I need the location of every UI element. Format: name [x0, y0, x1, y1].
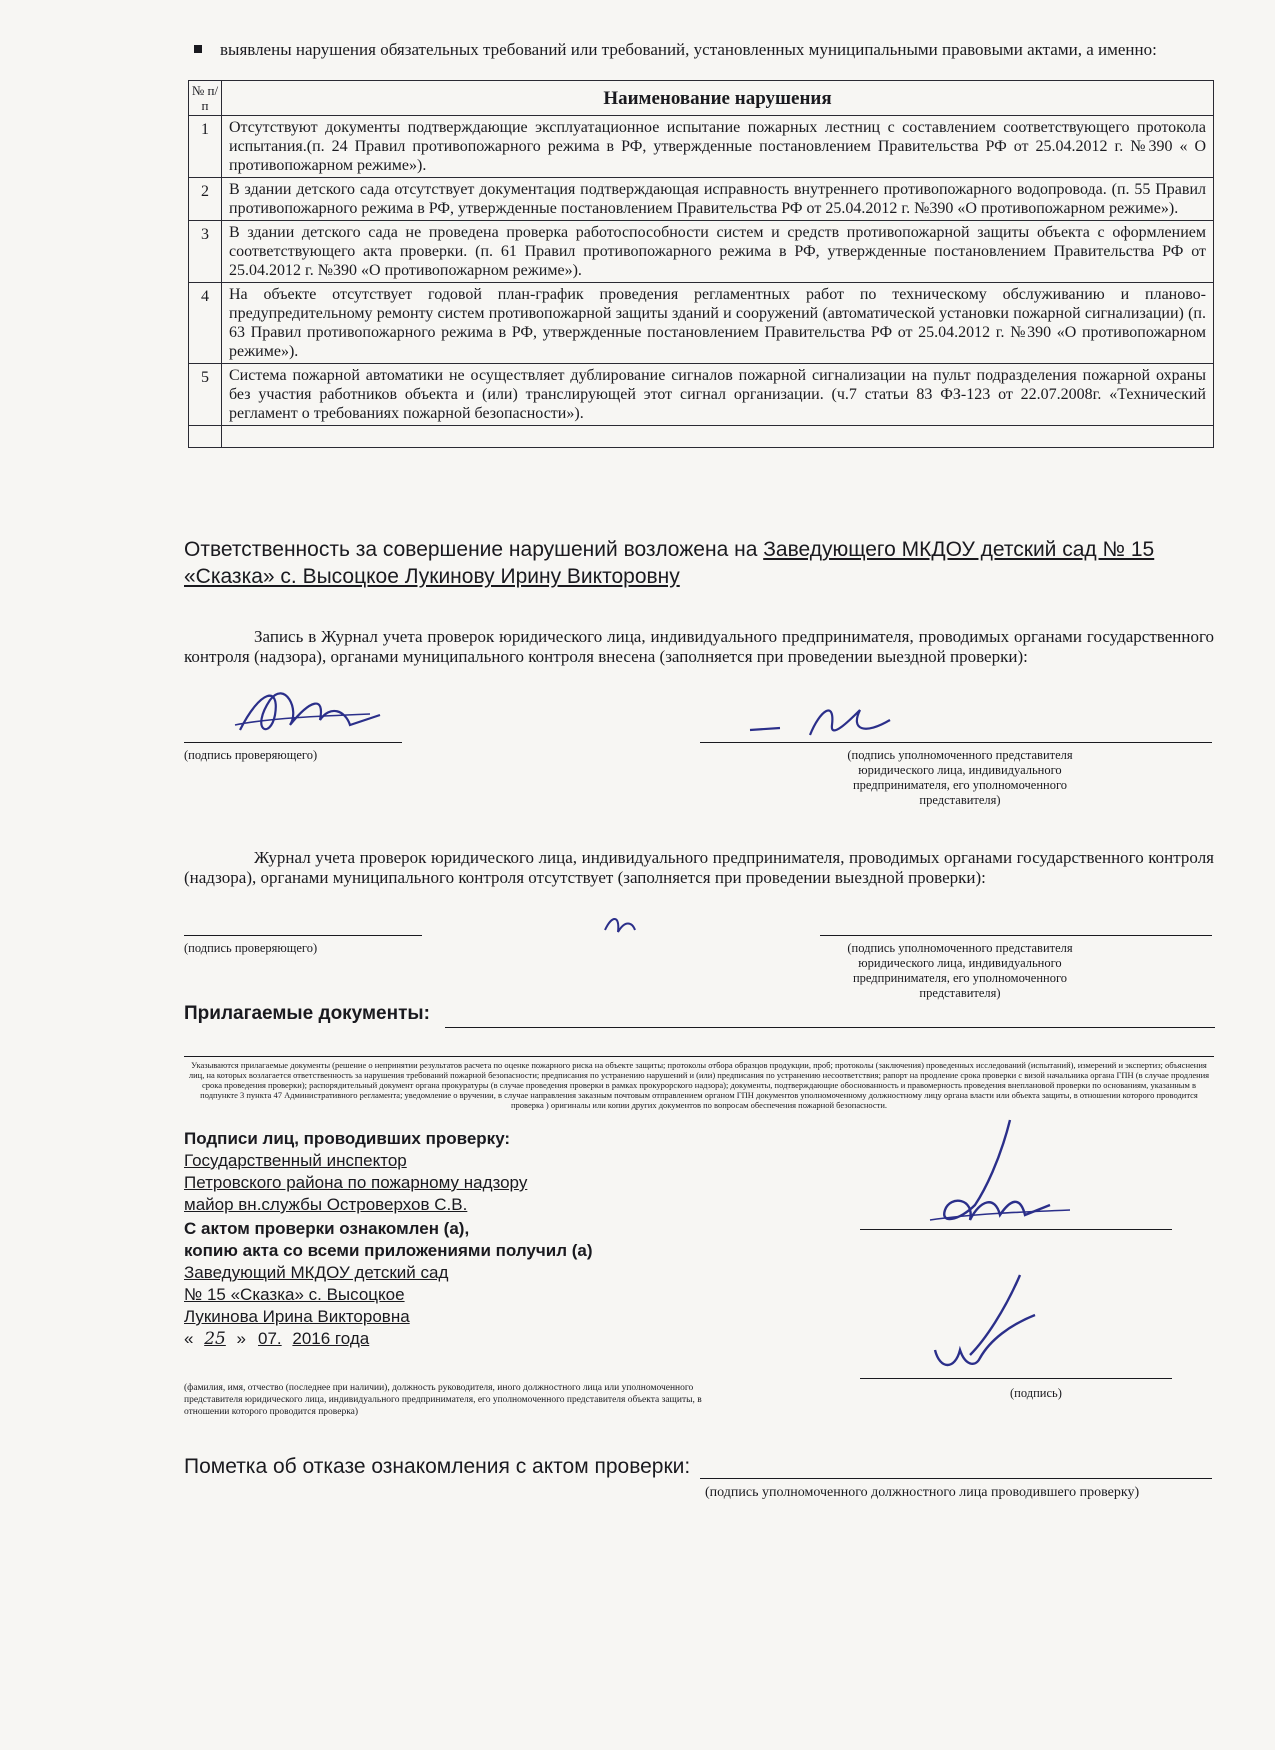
table-row [189, 364, 1214, 426]
inspector-signature-1 [230, 670, 390, 750]
representative-signature-caption: (подпись уполномоченного представителя юридического лица, индивидуального предпринимателя, его уполномоченного представителя) [847, 748, 1073, 807]
attached-documents-line-2 [184, 1056, 1214, 1057]
date-day: 25 [204, 1329, 226, 1349]
inspector-name: майор вн.службы Островерхов С.В. [184, 1195, 468, 1214]
signers-heading: Подписи лиц, проводивших проверку: [184, 1129, 511, 1148]
row-number [189, 426, 222, 448]
head-caption: (фамилия, имя, отчество (последнее при наличии), должность руководителя, иного должностного лица или уполномоченного представителя юридического лица, индивидуального предпринимателя, его уполномоченного представителя объекта защиты, в отношении которого проводится проверка) [184, 1383, 702, 1417]
bullet-icon [194, 45, 202, 53]
date-year: 2016 года [292, 1329, 370, 1348]
representative-signature-1 [740, 690, 900, 750]
journal-absent-text: Журнал учета проверок юридического лица, индивидуального предпринимателя, проводимых органами государственного контроля (надзора), органами муниципального контроля отсутствует (заполняется при проведении выездной проверки): [184, 848, 1214, 887]
refusal-signature-line [700, 1478, 1212, 1479]
responsible-person: Заведующего МКДОУ детский сад № 15 «Сказка» с. Высоцкое Лукинову Ирину Викторовну [184, 538, 1155, 588]
journal-entry-text: Запись в Журнал учета проверок юридического лица, индивидуального предпринимателя, проводимых органами государственного контроля (надзора), органами муниципального контроля внесена (заполняется при проведении выездной проверки): [184, 627, 1214, 666]
column-header-name: Наименование нарушения [222, 81, 1214, 116]
head-organization: № 15 «Сказка» с. Высоцкое [184, 1285, 405, 1304]
refusal-label: Пометка об отказе ознакомления с актом проверки: [184, 1455, 691, 1478]
inspector-district: Петровского района по пожарному надзору [184, 1173, 528, 1192]
representative-signature-line-2 [820, 935, 1212, 936]
row-number: 2 [189, 178, 222, 221]
inspector-signature-line-2 [184, 935, 422, 936]
table-header [189, 81, 1214, 116]
acquainted-line-1: С актом проверки ознакомлен (а), [184, 1219, 470, 1238]
signers-block [184, 1128, 593, 1350]
violations-table [188, 80, 1214, 448]
violation-text: В здании детского сада отсутствует документация подтверждающая исправность внутреннего противопожарного водопровода. (п. 55 Правил противопожарного режима в РФ, утвержденные постановлением Правительства РФ от 25.04.2012 г. №390 «О противопожарном режиме»). [222, 178, 1214, 221]
representative-signature-caption-2: (подпись уполномоченного представителя юридического лица, индивидуального предпринимателя, его уполномоченного представителя) [847, 941, 1073, 1000]
inspector-signature-2 [600, 910, 640, 940]
inspector-signature-caption-2: (подпись проверяющего) [184, 941, 318, 955]
column-header-num: № п/п [189, 81, 222, 116]
table-row [189, 116, 1214, 178]
violation-text [222, 426, 1214, 448]
date-month: 07. [258, 1329, 282, 1348]
violation-text: В здании детского сада не проведена проверка работоспособности систем и средств противопожарной защиты объекта с оформлением соответствующего акта проверки. (п. 61 Правил противопожарного режима в РФ, утвержденные постановлением Правительства РФ от 25.04.2012 г. №390 «О противопожарном режиме»). [222, 221, 1214, 283]
acquainted-line-2: копию акта со всеми приложениями получил (а) [184, 1241, 593, 1260]
table-row [189, 178, 1214, 221]
head-final-signature [915, 1270, 1055, 1380]
row-number: 5 [189, 364, 222, 426]
table-row [189, 221, 1214, 283]
intro-text: выявлены нарушения обязательных требований или требований, установленных муниципальными правовыми актами, а именно: [188, 40, 1218, 59]
row-number: 4 [189, 283, 222, 364]
violation-text: Отсутствуют документы подтверждающие эксплуатационное испытание пожарных лестниц с составлением соответствующего протокола испытания.(п. 24 Правил противопожарного режима в РФ, утвержденные постановлением Правительства РФ от 25.04.2012 г. №390 « О противопожарном режиме»). [222, 116, 1214, 178]
head-signature-caption: (подпись) [1010, 1386, 1062, 1400]
attached-documents-label: Прилагаемые документы: [184, 1003, 430, 1024]
violation-text: Система пожарной автоматики не осуществляет дублирование сигналов пожарной сигнализации на пульт подразделения пожарной охраны без участия работников объекта и (или) транслирующей этот сигнал организации. (ч.7 статьи 83 ФЗ-123 от 22.07.2008г. «Технический регламент о требованиях пожарной безопасности»). [222, 364, 1214, 426]
row-number: 3 [189, 221, 222, 283]
head-name: Лукинова Ирина Викторовна [184, 1307, 410, 1326]
responsibility-statement: Ответственность за совершение нарушений возложена на Заведующего МКДОУ детский сад № 15 «Сказка» с. Высоцкое Лукинову Ирину Викторовну [184, 538, 1155, 588]
inspector-signature-caption: (подпись проверяющего) [184, 748, 318, 762]
head-position: Заведующий МКДОУ детский сад [184, 1263, 449, 1282]
attached-documents-note: Указываются прилагаемые документы (решение о непринятии результатов расчета по оценке пожарного риска на объекте защиты; протоколы отбора образцов продукции, проб; протоколы (заключения) проведенных исследований (испытаний), измерений и экспертиз; объяснения лиц, на которых возлагается ответственность за нарушения требований пожарной безопасности; предписания по устранению нарушений и (или) предписания по устранению несоответствия; рапорт на продление срока проверки с визой начальника органа ГПН (в случае продления срока проведения проверки); распорядительный документ органа прокуратуры (в случае проведения проверки в рамках прокурорского надзора); документы, подтверждающие обоснованность и правомерность проведения внеплановой проверки по основаниям, указанным в подпункте 3 пункта 47 Административного регламента; уведомление о вручении, в случае направления заказным почтовым отправлением органом ГПН документов уполномоченному должностному лицу органа власти или объекта защиты, в отношении которого проводится проверка ) оригиналы или копии других документов по вопросам обеспечения пожарной безопасности. [188, 1060, 1210, 1110]
violation-text: На объекте отсутствует годовой план-график проведения регламентных работ по техническому обслуживанию и планово-предупредительному ремонту систем противопожарной защиты зданий и сооружений (автоматической установки пожарной сигнализации) (п. 63 Правил противопожарного режима в РФ, утвержденные постановлением Правительства РФ от 25.04.2012 г. №390 «О противопожарном режиме»). [222, 283, 1214, 364]
acquaint-date: « 25 » 07. 2016 года [184, 1329, 370, 1349]
row-number: 1 [189, 116, 222, 178]
attached-documents-line [445, 1027, 1215, 1028]
inspector-title: Государственный инспектор [184, 1151, 407, 1170]
inspector-final-signature [900, 1110, 1080, 1250]
table-row [189, 283, 1214, 364]
refusal-signature-caption: (подпись уполномоченного должностного лица проводившего проверку) [705, 1485, 1140, 1500]
table-row-empty [189, 426, 1214, 448]
